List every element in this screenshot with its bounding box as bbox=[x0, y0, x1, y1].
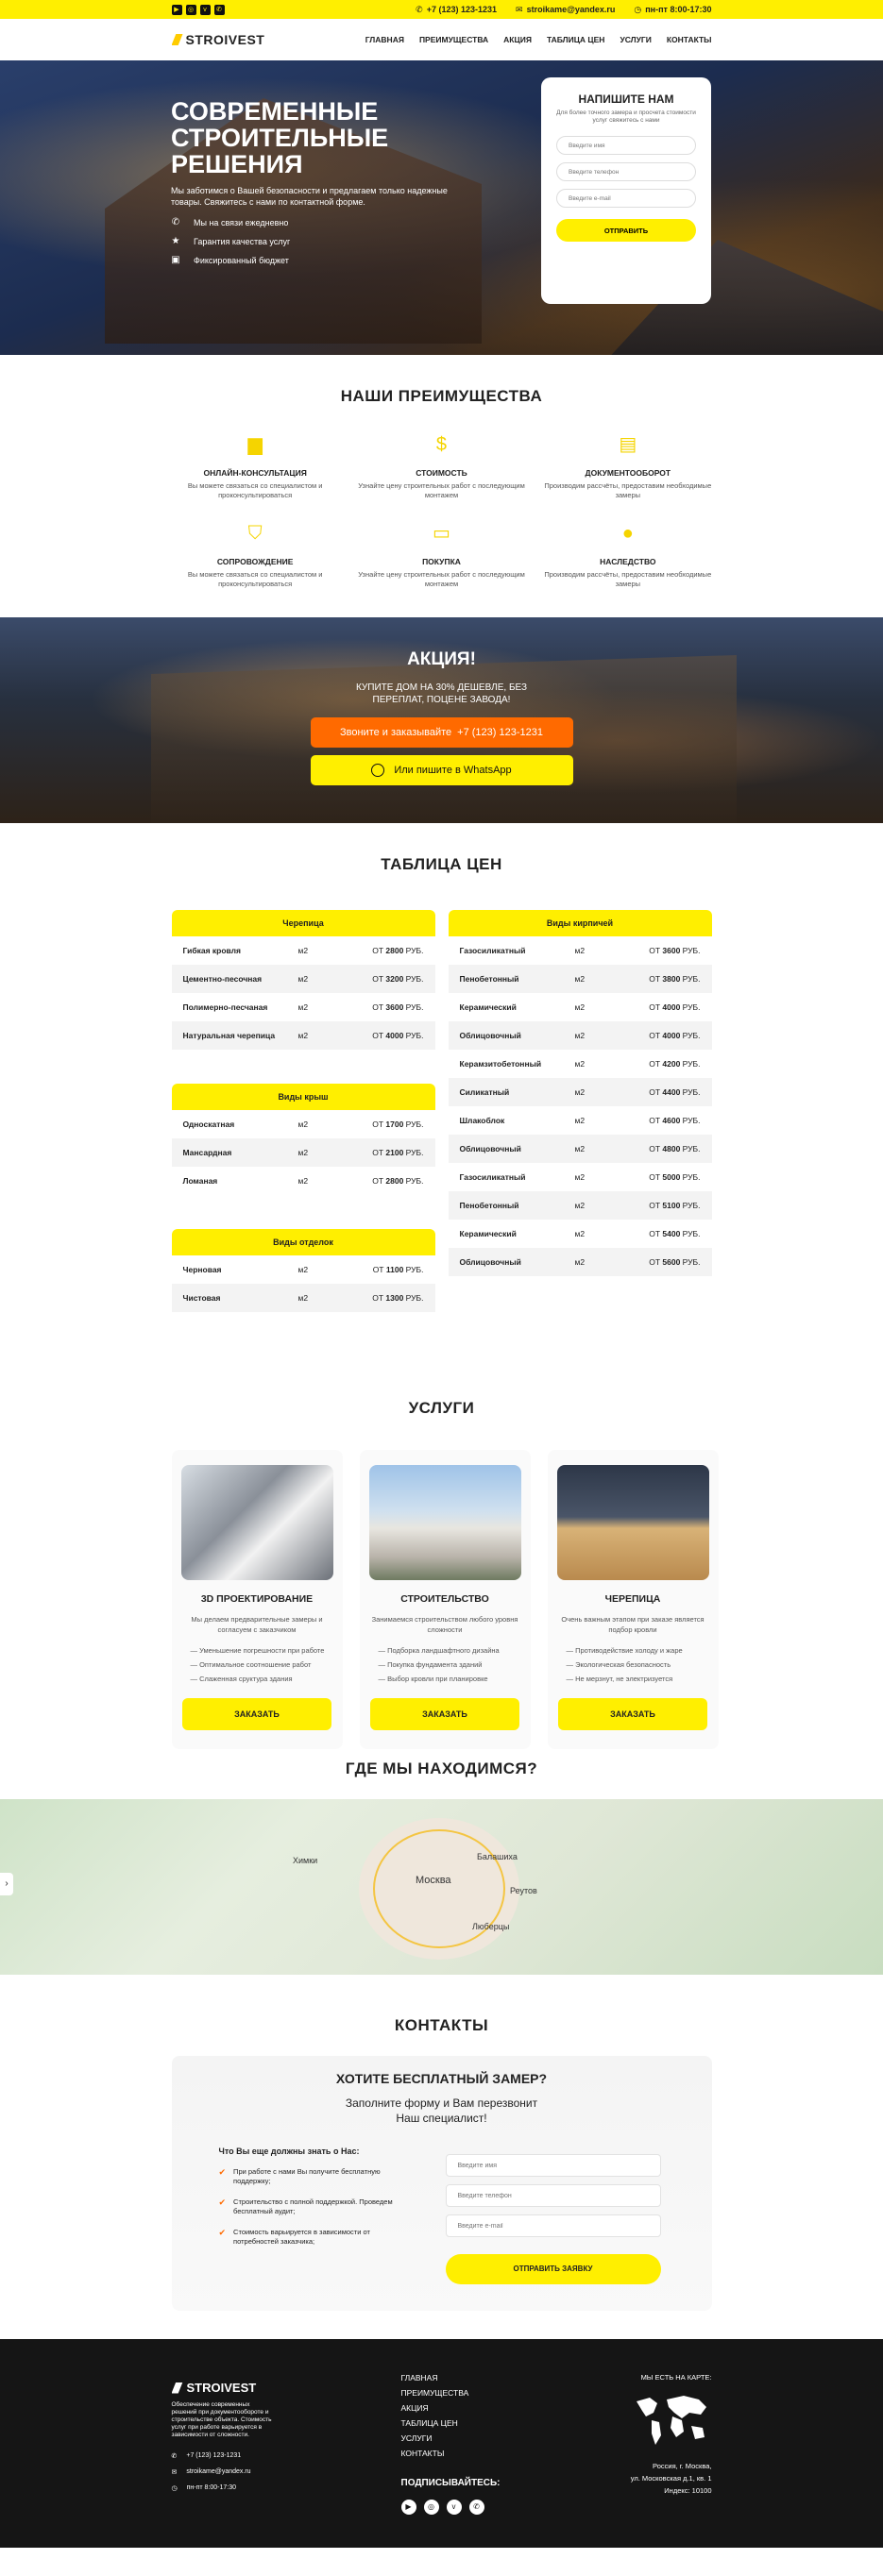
price-row-price: ОТ 1300 РУБ. bbox=[372, 1293, 424, 1303]
check-icon: ✔ bbox=[218, 2167, 227, 2177]
price-row-price: ОТ 2800 РУБ. bbox=[372, 946, 424, 955]
hero-name-input[interactable] bbox=[556, 136, 696, 155]
service-point-text: Экологическая безопасность bbox=[575, 1660, 671, 1669]
promo-subtitle-line: КУПИТЕ ДОМ НА 30% ДЕШЕВЛЕ, БЕЗ bbox=[355, 682, 528, 693]
hero-feature bbox=[171, 236, 473, 246]
service-points bbox=[369, 1646, 521, 1683]
topbar-email[interactable]: ✉ stroikame@yandex.ru bbox=[516, 4, 616, 14]
footer-nav-promo[interactable]: АКЦИЯ bbox=[400, 2403, 429, 2413]
advantage-desc: Вы можете связаться со специалистом и проконсультироваться bbox=[187, 570, 323, 588]
advantage-name: НАСЛЕДСТВО bbox=[600, 557, 656, 566]
footer-subscribe-label: ПОДПИСЫВАЙТЕСЬ: bbox=[400, 2478, 501, 2488]
price-table-title: Виды кирпичей bbox=[449, 910, 712, 936]
footer-address-line: Россия, г. Москва, bbox=[653, 2462, 712, 2470]
vk-icon[interactable]: v bbox=[200, 5, 211, 15]
contacts-point-text: При работе с нами Вы получите бесплатную поддержку; bbox=[233, 2167, 381, 2185]
nav-contacts[interactable]: КОНТАКТЫ bbox=[666, 35, 712, 44]
price-row-price: ОТ 4000 РУБ. bbox=[649, 1002, 701, 1012]
price-row bbox=[449, 1135, 712, 1163]
price-row-price: ОТ 5400 РУБ. bbox=[649, 1229, 701, 1238]
hero-form-subtitle: Для более точного замера и просчета стоимости услуг свяжитесь с нами bbox=[556, 109, 696, 124]
nav-advantages[interactable]: ПРЕИМУЩЕСТВА bbox=[418, 35, 489, 44]
map-expand-arrow-icon[interactable]: › bbox=[0, 1873, 13, 1895]
map-label: Химки bbox=[293, 1856, 318, 1865]
footer-phone[interactable] bbox=[172, 2452, 251, 2460]
price-row bbox=[449, 965, 712, 993]
hero-title: СОВРЕМЕННЫЕ СТРОИТЕЛЬНЫЕ РЕШЕНИЯ bbox=[171, 97, 389, 178]
service-point: — Слаженная сруктура здания bbox=[190, 1675, 293, 1683]
service-points bbox=[557, 1646, 709, 1683]
service-point-text: Выбор кровли при планировке bbox=[387, 1675, 488, 1683]
footer-social bbox=[401, 2500, 484, 2515]
promo-call-button[interactable] bbox=[311, 717, 573, 748]
price-row bbox=[172, 1167, 435, 1195]
logo[interactable] bbox=[172, 32, 265, 47]
price-row bbox=[449, 936, 712, 965]
wallet-icon: ▣ bbox=[171, 255, 180, 265]
price-row-name: Газосиликатный bbox=[459, 1172, 526, 1182]
youtube-icon[interactable]: ▶ bbox=[401, 2500, 416, 2515]
price-row-price: ОТ 4600 РУБ. bbox=[649, 1116, 701, 1125]
hero-feature-label: Гарантия качества услуг bbox=[194, 236, 291, 246]
service-points bbox=[181, 1646, 333, 1683]
price-row-name: Силикатный bbox=[459, 1087, 510, 1097]
price-row-unit: м2 bbox=[574, 1087, 586, 1097]
promo-call-text: Звоните и заказывайте bbox=[340, 727, 452, 738]
price-row bbox=[449, 1248, 712, 1276]
price-row-unit: м2 bbox=[574, 1031, 586, 1040]
footer-nav bbox=[401, 2373, 469, 2464]
price-row bbox=[449, 1050, 712, 1078]
contacts-question: Что Вы еще должны знать о Нас: bbox=[218, 2147, 360, 2156]
mail-icon: ✉ bbox=[516, 4, 523, 14]
service-image-house bbox=[369, 1465, 521, 1580]
price-table-title: Виды отделок bbox=[172, 1229, 435, 1255]
service-name: 3D ПРОЕКТИРОВАНИЕ bbox=[200, 1593, 314, 1605]
price-row-price: ОТ 3600 РУБ. bbox=[372, 1002, 424, 1012]
card-icon: ▭ bbox=[433, 523, 450, 544]
price-row-price: ОТ 5000 РУБ. bbox=[649, 1172, 701, 1182]
hero-feature-label: Мы на связи ежедневно bbox=[194, 217, 289, 227]
map-label-city: Москва bbox=[416, 1875, 451, 1886]
contacts-info bbox=[219, 2147, 399, 2247]
price-row-unit: м2 bbox=[574, 974, 586, 984]
star-icon: ★ bbox=[171, 236, 180, 246]
price-row-price: ОТ 4000 РУБ. bbox=[372, 1031, 424, 1040]
footer-phone-text: +7 (123) 123-1231 bbox=[186, 2452, 242, 2459]
price-row-name: Полимерно-песчаная bbox=[182, 1002, 268, 1012]
service-desc: Мы делаем предварительные замеры и согласуем с заказчиком bbox=[191, 1615, 323, 1634]
price-row-unit: м2 bbox=[574, 1144, 586, 1153]
price-row-name: Натуральная черепица bbox=[182, 1031, 276, 1040]
contacts-section bbox=[0, 1982, 883, 2339]
price-row-price: ОТ 4400 РУБ. bbox=[649, 1087, 701, 1097]
advantage-item bbox=[172, 432, 339, 500]
price-row bbox=[172, 1110, 435, 1138]
service-desc: Занимаемся строительством любого уровня сложности bbox=[371, 1615, 518, 1634]
hero-email-input[interactable] bbox=[556, 189, 696, 208]
price-table-title: Черепица bbox=[172, 910, 435, 936]
advantage-name: СОПРОВОЖДЕНИЕ bbox=[216, 557, 294, 566]
price-row-unit: м2 bbox=[297, 1148, 309, 1157]
money-hand-icon: $ bbox=[435, 434, 448, 455]
topbar-social bbox=[172, 5, 225, 15]
footer-hours-text: пн-пт 8:00-17:30 bbox=[186, 2484, 237, 2491]
price-row-unit: м2 bbox=[297, 974, 309, 984]
footer-nav-contacts[interactable]: КОНТАКТЫ bbox=[400, 2449, 445, 2458]
service-point: — Оптимальное соотношение работ bbox=[190, 1660, 312, 1669]
advantage-desc: Вы можете связаться со специалистом и проконсультироваться bbox=[187, 481, 323, 499]
hero-feature-label: Фиксированный бюджет bbox=[194, 255, 289, 265]
service-point: — Выбор кровли при планировке bbox=[378, 1675, 488, 1683]
advantage-item bbox=[544, 521, 711, 589]
price-row-unit: м2 bbox=[297, 1176, 309, 1186]
header bbox=[0, 19, 883, 60]
price-row bbox=[172, 993, 435, 1021]
nav-home[interactable]: ГЛАВНАЯ bbox=[365, 35, 404, 44]
logo-mark-icon bbox=[172, 34, 183, 45]
contacts-box-subtitle bbox=[172, 2096, 712, 2126]
price-row-price: ОТ 3200 РУБ. bbox=[372, 974, 424, 984]
location-section bbox=[0, 1733, 883, 1982]
prices-left-column bbox=[172, 910, 435, 1346]
contacts-form-box bbox=[172, 2056, 712, 2311]
phone-icon: ✆ bbox=[416, 4, 423, 14]
price-row-unit: м2 bbox=[574, 1059, 586, 1069]
service-card bbox=[360, 1450, 531, 1749]
phone-icon: ✆ bbox=[171, 2453, 178, 2460]
price-row-unit: м2 bbox=[297, 1293, 309, 1303]
contacts-title: КОНТАКТЫ bbox=[394, 2016, 489, 2034]
advantage-desc: Узнайте цену строительных работ с последующим монтажем bbox=[358, 481, 525, 499]
service-point-text: Противодействие холоду и жаре bbox=[575, 1646, 683, 1655]
nav-prices[interactable]: ТАБЛИЦА ЦЕН bbox=[546, 35, 605, 44]
price-row-unit: м2 bbox=[297, 1120, 309, 1129]
footer-address-line: Индекс: 10100 bbox=[664, 2486, 712, 2495]
price-row bbox=[449, 1106, 712, 1135]
price-row bbox=[172, 1138, 435, 1167]
promo-title: АКЦИЯ! bbox=[407, 649, 476, 669]
service-point-text: Слаженная сруктура здания bbox=[199, 1675, 293, 1683]
service-image-stairs bbox=[181, 1465, 333, 1580]
price-row-name: Шлакоблок bbox=[459, 1116, 505, 1125]
price-row-unit: м2 bbox=[297, 1031, 309, 1040]
price-row-name: Керамический bbox=[459, 1002, 517, 1012]
map-label: Реутов bbox=[510, 1886, 537, 1895]
price-row-name: Мансардная bbox=[182, 1148, 232, 1157]
price-row-name: Облицовочный bbox=[459, 1144, 521, 1153]
price-row-price: ОТ 1100 РУБ. bbox=[372, 1265, 424, 1274]
price-table-title: Виды крыш bbox=[172, 1084, 435, 1110]
price-row-price: ОТ 4000 РУБ. bbox=[649, 1031, 701, 1040]
hero-phone-input[interactable] bbox=[556, 162, 696, 181]
youtube-icon[interactable]: ▶ bbox=[172, 5, 182, 15]
world-map-icon bbox=[629, 2388, 712, 2450]
hero-feature bbox=[171, 255, 473, 265]
check-icon: ✔ bbox=[218, 2228, 227, 2237]
document-icon: ▤ bbox=[619, 434, 637, 455]
price-row-price: ОТ 3600 РУБ. bbox=[649, 946, 701, 955]
contacts-phone-input[interactable] bbox=[446, 2184, 661, 2207]
price-row bbox=[172, 1255, 435, 1284]
contacts-box-title: ХОТИТЕ БЕСПЛАТНЫЙ ЗАМЕР? bbox=[335, 2071, 548, 2086]
map-label: Люберцы bbox=[472, 1922, 510, 1931]
topbar-hours: ◷ пн-пт 8:00-17:30 bbox=[634, 4, 712, 14]
price-row-price: ОТ 1700 РУБ. bbox=[372, 1120, 424, 1129]
price-row-unit: м2 bbox=[574, 1002, 586, 1012]
services-section bbox=[0, 1361, 883, 1733]
footer bbox=[0, 2339, 883, 2548]
footer-email[interactable] bbox=[172, 2468, 251, 2476]
hero-contact-form bbox=[541, 77, 711, 304]
advantage-name: ПОКУПКА bbox=[422, 557, 461, 566]
nav-promo[interactable]: АКЦИЯ bbox=[503, 35, 532, 44]
nav-services[interactable]: УСЛУГИ bbox=[620, 35, 652, 44]
price-row-price: ОТ 2800 РУБ. bbox=[372, 1176, 424, 1186]
footer-contacts bbox=[172, 2452, 251, 2500]
price-row-unit: м2 bbox=[297, 1002, 309, 1012]
footer-address-line: ул. Московская д.1, кв. 1 bbox=[630, 2474, 712, 2483]
price-row-name: Односкатная bbox=[182, 1120, 235, 1129]
order-button[interactable]: ЗАКАЗАТЬ bbox=[182, 1698, 331, 1730]
price-row-name: Пенобетонный bbox=[459, 1201, 519, 1210]
vk-icon[interactable]: v bbox=[447, 2500, 462, 2515]
footer-nav-home[interactable]: ГЛАВНАЯ bbox=[400, 2373, 438, 2382]
price-row bbox=[172, 1021, 435, 1050]
price-row-name: Облицовочный bbox=[459, 1031, 521, 1040]
contacts-name-input[interactable] bbox=[446, 2154, 661, 2177]
price-row-name: Цементно-песочная bbox=[182, 974, 263, 984]
price-row bbox=[172, 1284, 435, 1312]
instagram-icon[interactable]: ◎ bbox=[424, 2500, 439, 2515]
price-row-unit: м2 bbox=[297, 946, 309, 955]
service-point-text: Уменьшение погрешности при работе bbox=[199, 1646, 325, 1655]
order-button[interactable]: ЗАКАЗАТЬ bbox=[558, 1698, 707, 1730]
contacts-point-text: Строительство с полной поддержкой. Проведем бесплатный аудит; bbox=[233, 2197, 393, 2215]
price-row-price: ОТ 3800 РУБ. bbox=[649, 974, 701, 984]
price-row-name: Облицовочный bbox=[459, 1257, 521, 1267]
promo-subtitle bbox=[0, 682, 883, 706]
hero bbox=[0, 60, 883, 355]
price-row-name: Газосиликатный bbox=[459, 946, 526, 955]
topbar-phone[interactable]: ✆ +7 (123) 123-1231 bbox=[416, 4, 498, 14]
footer-email-text: stroikame@yandex.ru bbox=[186, 2468, 251, 2475]
service-point-text: Оптимальное соотношение работ bbox=[199, 1660, 312, 1669]
price-row bbox=[172, 965, 435, 993]
prices-right-column bbox=[449, 910, 712, 1346]
price-row-name: Чистовая bbox=[182, 1293, 221, 1303]
services-title: УСЛУГИ bbox=[408, 1399, 475, 1417]
advantage-item bbox=[544, 432, 711, 500]
promo-subtitle-line: ПЕРЕПЛАТ, ПОЦЕНЕ ЗАВОДА! bbox=[372, 695, 511, 705]
service-point: — Покупка фундамента зданий bbox=[378, 1660, 483, 1669]
contacts-form bbox=[446, 2154, 661, 2284]
price-row bbox=[172, 936, 435, 965]
price-row-name: Керамзитобетонный bbox=[459, 1059, 542, 1069]
prices-title: ТАБЛИЦА ЦЕН bbox=[381, 855, 502, 873]
service-card bbox=[172, 1450, 343, 1749]
advantage-item bbox=[172, 521, 339, 589]
hero-features bbox=[171, 217, 473, 265]
footer-logo[interactable] bbox=[172, 2381, 257, 2395]
hero-text bbox=[171, 98, 473, 274]
price-table bbox=[172, 910, 435, 1050]
contacts-submit-button[interactable]: ОТПРАВИТЬ ЗАЯВКУ bbox=[446, 2254, 661, 2284]
footer-address bbox=[631, 2460, 712, 2497]
price-row-name: Ломаная bbox=[182, 1176, 218, 1186]
price-row-unit: м2 bbox=[574, 1172, 586, 1182]
contacts-point bbox=[219, 2197, 399, 2216]
price-table bbox=[172, 1229, 435, 1312]
footer-nav-services[interactable]: УСЛУГИ bbox=[400, 2433, 433, 2443]
advantages-section bbox=[0, 355, 883, 617]
price-row-name: Керамический bbox=[459, 1229, 517, 1238]
topbar bbox=[0, 0, 883, 19]
location-title: ГДЕ МЫ НАХОДИМСЯ? bbox=[345, 1759, 538, 1777]
price-row bbox=[449, 1078, 712, 1106]
advantage-item bbox=[358, 521, 525, 589]
logo-text: STROIVEST bbox=[185, 32, 265, 47]
price-row bbox=[449, 993, 712, 1021]
price-row-name: Черновая bbox=[182, 1265, 222, 1274]
price-row-price: ОТ 5100 РУБ. bbox=[649, 1201, 701, 1210]
price-row bbox=[449, 1163, 712, 1191]
hero-submit-button[interactable]: ОТПРАВИТЬ bbox=[556, 219, 696, 242]
hero-form-title: НАПИШИТЕ НАМ bbox=[578, 93, 674, 106]
advantage-name: ДОКУМЕНТООБОРОТ bbox=[585, 468, 671, 478]
price-row bbox=[449, 1191, 712, 1220]
price-row bbox=[449, 1021, 712, 1050]
service-image-roof bbox=[557, 1465, 709, 1580]
whatsapp-icon bbox=[371, 764, 384, 777]
advantage-desc: Узнайте цену строительных работ с последующим монтажем bbox=[358, 570, 525, 588]
hero-feature bbox=[171, 217, 473, 227]
promo-whatsapp-text: Или пишите в WhatsApp bbox=[394, 765, 512, 776]
chat-icon: ▆ bbox=[247, 434, 263, 455]
phone-icon: ✆ bbox=[171, 217, 180, 227]
price-row-price: ОТ 5600 РУБ. bbox=[649, 1257, 701, 1267]
service-point: — Подборка ландшафтного дизайна bbox=[378, 1646, 500, 1655]
whatsapp-icon[interactable]: ✆ bbox=[214, 5, 225, 15]
main-nav bbox=[365, 35, 712, 44]
service-point: — Противодействие холоду и жаре bbox=[566, 1646, 683, 1655]
order-button[interactable]: ЗАКАЗАТЬ bbox=[370, 1698, 519, 1730]
service-name: ЧЕРЕПИЦА bbox=[604, 1593, 661, 1605]
service-point-text: Не мерзнут, не электризуется bbox=[575, 1675, 673, 1683]
service-point: — Не мерзнут, не электризуется bbox=[566, 1675, 673, 1683]
price-row bbox=[449, 1220, 712, 1248]
advantage-desc: Производим рассчёты, предоставим необходимые замеры bbox=[544, 481, 712, 499]
price-row-unit: м2 bbox=[297, 1265, 309, 1274]
map[interactable] bbox=[0, 1799, 883, 1975]
shield-icon: ⛉ bbox=[247, 523, 263, 544]
contacts-point-text: Стоимость варьируется в зависимости от потребностей заказчика; bbox=[233, 2228, 370, 2246]
service-point-text: Покупка фундамента зданий bbox=[387, 1660, 483, 1669]
clock-icon: ◷ bbox=[634, 4, 642, 14]
promo-whatsapp-button[interactable] bbox=[311, 755, 573, 785]
price-row-name: Гибкая кровля bbox=[182, 946, 241, 955]
footer-logo-text: STROIVEST bbox=[186, 2381, 257, 2395]
service-point: — Уменьшение погрешности при работе bbox=[190, 1646, 325, 1655]
price-row-name: Пенобетонный bbox=[459, 974, 519, 984]
promo-call-phone: +7 (123) 123-1231 bbox=[457, 727, 543, 738]
price-row-price: ОТ 2100 РУБ. bbox=[372, 1148, 424, 1157]
advantage-desc: Производим рассчёты, предоставим необходимые замеры bbox=[544, 570, 712, 588]
price-table bbox=[449, 910, 712, 1276]
prices-section bbox=[0, 823, 883, 1361]
check-icon: ✔ bbox=[218, 2197, 227, 2207]
map-label: Балашиха bbox=[477, 1852, 518, 1861]
footer-nav-prices[interactable]: ТАБЛИЦА ЦЕН bbox=[400, 2418, 458, 2428]
logo-mark-icon bbox=[172, 2382, 183, 2394]
clock-icon: ◷ bbox=[171, 2485, 178, 2492]
contacts-email-input[interactable] bbox=[446, 2214, 661, 2237]
money-bag-icon: ● bbox=[621, 523, 634, 544]
price-row-unit: м2 bbox=[574, 1229, 586, 1238]
contacts-box-subtitle-line: Наш специалист! bbox=[396, 2112, 487, 2125]
footer-description: Обеспечение современных решений при документообороте и строительстве объекта. Стоимость услуг при работе варьируется в зависимости от сложности. bbox=[171, 2401, 272, 2438]
service-name: СТРОИТЕЛЬСТВО bbox=[400, 1593, 489, 1605]
mail-icon: ✉ bbox=[171, 2469, 178, 2476]
price-row-price: ОТ 4200 РУБ. bbox=[649, 1059, 701, 1069]
price-row-price: ОТ 4800 РУБ. bbox=[649, 1144, 701, 1153]
instagram-icon[interactable]: ◎ bbox=[186, 5, 196, 15]
service-desc: Очень важным этапом при заказе является подбор кровли bbox=[561, 1615, 705, 1634]
service-point-text: Подборка ландшафтного дизайна bbox=[387, 1646, 500, 1655]
hero-subtitle: Мы заботимся о Вашей безопасности и предлагаем только надежные товары. Свяжитесь с нами по контактной форме. bbox=[171, 186, 448, 207]
footer-map-title: МЫ ЕСТЬ НА КАРТЕ: bbox=[640, 2373, 712, 2382]
footer-hours bbox=[172, 2484, 251, 2492]
price-row-unit: м2 bbox=[574, 1257, 586, 1267]
footer-nav-advantages[interactable]: ПРЕИМУЩЕСТВА bbox=[400, 2388, 469, 2398]
price-row-unit: м2 bbox=[574, 1116, 586, 1125]
service-card bbox=[548, 1450, 719, 1749]
advantages-title: НАШИ ПРЕИМУЩЕСТВА bbox=[340, 387, 543, 405]
advantage-name: СТОИМОСТЬ bbox=[416, 468, 467, 478]
advantage-item bbox=[358, 432, 525, 500]
price-row-unit: м2 bbox=[574, 1201, 586, 1210]
contacts-box-subtitle-line: Заполните форму и Вам перезвонит bbox=[345, 2096, 538, 2110]
promo-section bbox=[0, 617, 883, 823]
whatsapp-icon[interactable]: ✆ bbox=[469, 2500, 484, 2515]
contacts-point bbox=[219, 2167, 399, 2186]
price-row-unit: м2 bbox=[574, 946, 586, 955]
price-table bbox=[172, 1084, 435, 1195]
advantage-name: ОНЛАЙН-КОНСУЛЬТАЦИЯ bbox=[203, 468, 307, 478]
service-point: — Экологическая безопасность bbox=[566, 1660, 671, 1669]
contacts-point bbox=[219, 2228, 399, 2247]
